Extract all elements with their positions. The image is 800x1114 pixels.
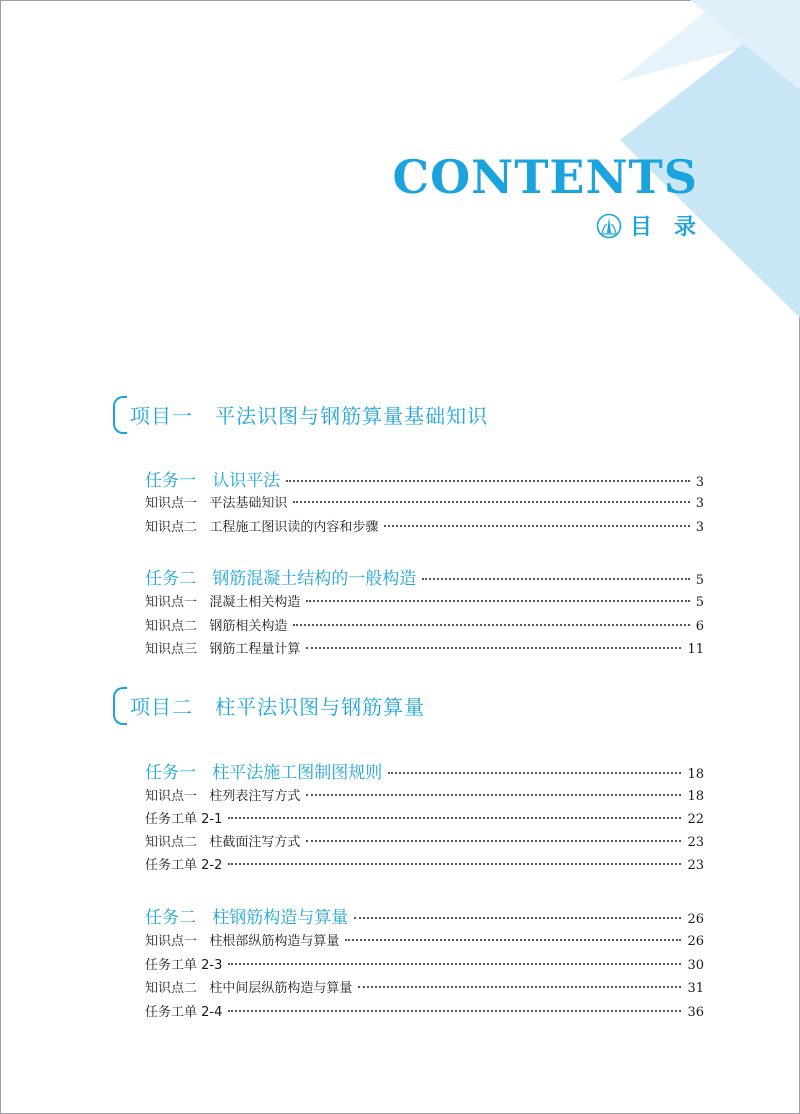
dot-leader — [306, 840, 681, 842]
dot-leader — [358, 986, 681, 988]
toc-item-label: 任务工单 2-3 — [145, 958, 223, 973]
toc-item-row[interactable] — [145, 785, 704, 804]
toc-task-label: 任务二 钢筋混凝土结构的一般构造 — [145, 569, 417, 589]
dot-leader — [286, 480, 690, 482]
toc-item-row[interactable] — [145, 977, 704, 996]
contents-subtitle: 目录 — [629, 215, 718, 240]
toc-page-number: 30 — [687, 958, 704, 973]
toc-item-label: 知识点一 平法基础知识 — [145, 496, 288, 511]
toc-page-number: 3 — [695, 475, 704, 490]
toc-page-number: 23 — [687, 858, 704, 873]
toc-item-row[interactable] — [145, 492, 704, 511]
toc-item-row[interactable] — [145, 831, 704, 850]
toc-item-row[interactable] — [145, 516, 704, 535]
toc-item-row[interactable] — [145, 954, 704, 973]
toc-page-number: 18 — [687, 789, 704, 804]
dot-leader — [228, 817, 681, 819]
toc-page-number: 18 — [687, 767, 704, 782]
toc-page-number: 11 — [687, 642, 704, 657]
toc-page-number: 26 — [687, 934, 704, 949]
dot-leader — [388, 772, 681, 774]
toc-page-number: 5 — [695, 595, 704, 610]
toc-page-number: 31 — [687, 981, 704, 996]
toc-task-row[interactable] — [145, 466, 704, 491]
dot-leader — [306, 600, 689, 602]
toc-page-number: 5 — [695, 573, 704, 588]
toc-item-label: 任务工单 2-1 — [145, 812, 223, 827]
dot-leader — [306, 647, 681, 649]
heading-bracket-icon — [113, 687, 127, 725]
toc-item-label: 知识点二 柱截面注写方式 — [145, 835, 301, 850]
toc-task-row[interactable] — [145, 903, 704, 928]
toc-item-label: 知识点一 混凝土相关构造 — [145, 595, 301, 610]
dot-leader — [422, 578, 690, 580]
toc-item-label: 知识点二 柱中间层纵筋构造与算量 — [145, 981, 353, 996]
toc-task-row[interactable] — [145, 564, 704, 589]
dot-leader — [293, 501, 689, 503]
heading-bracket-icon — [113, 396, 127, 434]
toc-page-number: 3 — [695, 496, 704, 511]
toc-task-row[interactable] — [145, 758, 704, 783]
contents-title: CONTENTS — [392, 150, 698, 204]
subtitle-group — [596, 210, 718, 241]
toc-item-row[interactable] — [145, 638, 704, 657]
toc-item-label: 知识点三 钢筋工程量计算 — [145, 642, 301, 657]
toc-item-row[interactable] — [145, 808, 704, 827]
toc-item-row[interactable] — [145, 1001, 704, 1020]
toc-page-number: 36 — [687, 1005, 704, 1020]
toc-page-number: 6 — [695, 619, 704, 634]
toc-task-label: 任务一 认识平法 — [145, 471, 281, 491]
toc-item-label: 任务工单 2-2 — [145, 858, 223, 873]
toc-task-label: 任务二 柱钢筋构造与算量 — [145, 908, 349, 928]
project-title: 项目一 平法识图与钢筋算量基础知识 — [130, 403, 489, 428]
toc-task-label: 任务一 柱平法施工图制图规则 — [145, 763, 383, 783]
dot-leader — [354, 917, 681, 919]
toc-item-label: 知识点二 钢筋相关构造 — [145, 619, 288, 634]
toc-page-number: 26 — [687, 912, 704, 927]
project-heading[interactable] — [113, 396, 488, 432]
toc-item-label: 知识点一 柱列表注写方式 — [145, 789, 301, 804]
toc-page-number: 23 — [687, 835, 704, 850]
toc-item-row[interactable] — [145, 854, 704, 873]
toc-item-label: 知识点一 柱根部纵筋构造与算量 — [145, 934, 340, 949]
project-title: 项目二 柱平法识图与钢筋算量 — [130, 694, 426, 719]
toc-page-number: 3 — [695, 520, 704, 535]
toc-item-row[interactable] — [145, 615, 704, 634]
dot-leader — [345, 939, 681, 941]
toc-page-number: 22 — [687, 812, 704, 827]
dot-leader — [228, 1010, 681, 1012]
project-heading[interactable] — [113, 687, 425, 723]
toc-item-row[interactable] — [145, 930, 704, 949]
tower-badge-icon — [596, 213, 622, 239]
toc-item-label: 知识点二 工程施工图识读的内容和步骤 — [145, 520, 379, 535]
toc-item-label: 任务工单 2-4 — [145, 1005, 223, 1020]
dot-leader — [228, 963, 681, 965]
dot-leader — [293, 624, 689, 626]
dot-leader — [228, 863, 681, 865]
dot-leader — [306, 794, 681, 796]
dot-leader — [384, 525, 689, 527]
toc-item-row[interactable] — [145, 591, 704, 610]
